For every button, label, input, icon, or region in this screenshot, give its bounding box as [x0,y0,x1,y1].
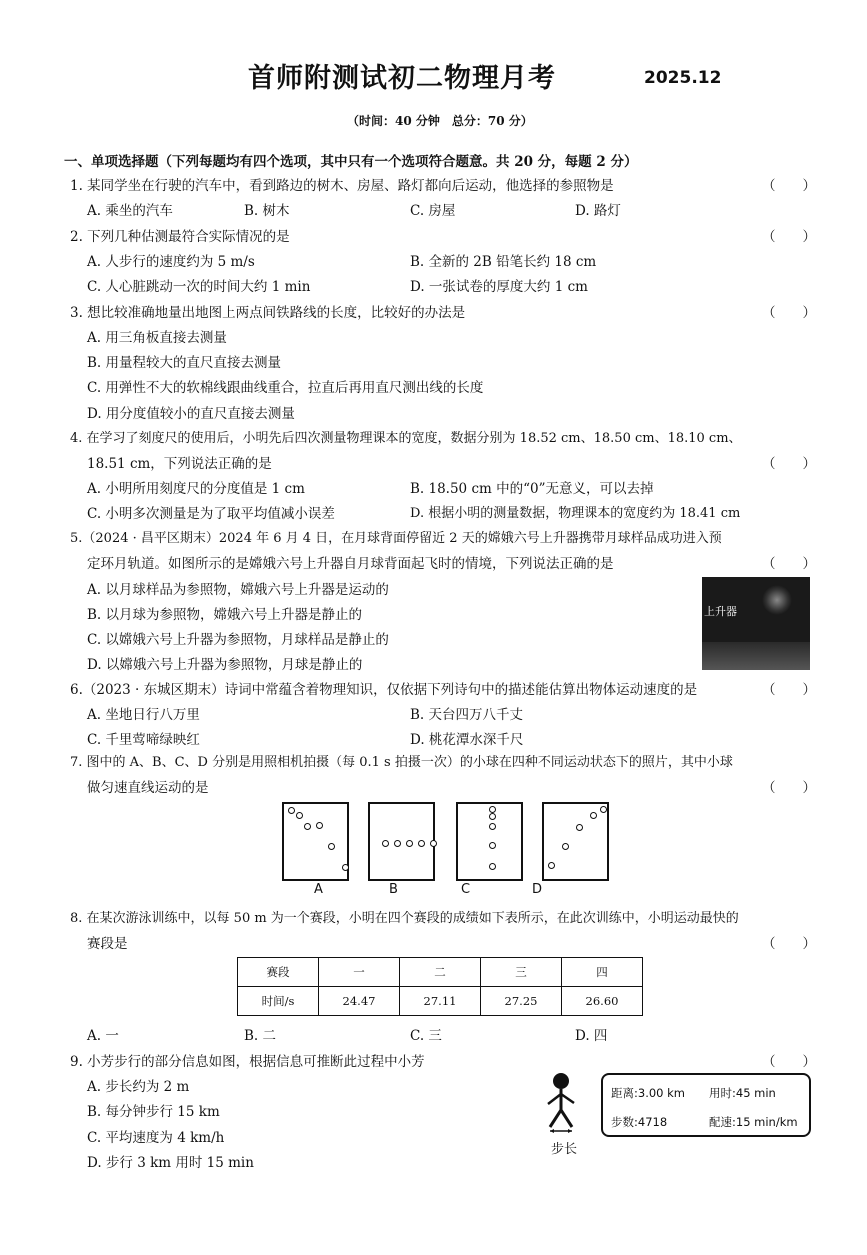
q9-option-b: B. 每分钟步行 15 km [87,1104,220,1120]
table-cell: 26.60 [562,987,643,1016]
q7-stem-line1: 7. 图中的 A、B、C、D 分别是用照相机拍摄（每 0.1 s 拍摄一次）的小球在四种不同运动状态下的照片，其中小球 [70,755,733,770]
ball-dot [316,822,323,829]
ball-dot [394,840,401,847]
table-cell: 赛段 [238,958,319,987]
q3-option-b: B. 用量程较大的直尺直接去测量 [87,355,282,371]
q9-answer-paren: （ ） [762,1054,816,1070]
q4-option-c: C. 小明多次测量是为了取平均值减小误差 [87,506,335,522]
ball-dot [548,862,555,869]
swim-times-table [237,957,643,1016]
walking-figure-icon [536,1072,586,1134]
q8-stem-line2: 赛段是 [87,936,128,952]
duration-readout: 用时:45 min [709,1086,776,1100]
q1-answer-paren: （ ） [762,178,816,194]
lunar-ground [702,642,810,670]
ball-dot [342,864,349,871]
q2-option-c: C. 人心脏跳动一次的时间大约 1 min [87,279,311,295]
q1-stem: 1. 某同学坐在行驶的汽车中，看到路边的树木、房屋、路灯都向后运动，他选择的参照物是 [70,178,614,194]
ascender-photo [702,577,810,670]
q3-option-a: A. 用三角板直接去测量 [87,330,227,346]
q9-option-a: A. 步长约为 2 m [87,1079,190,1095]
q5-option-c: C. 以嫦娥六号上升器为参照物，月球样品是静止的 [87,632,389,648]
ball-dot [489,863,496,870]
table-cell: 24.47 [319,987,400,1016]
frame-label-b: B [389,882,398,897]
q9-option-d: D. 步行 3 km 用时 15 min [87,1155,254,1171]
q7-answer-paren: （ ） [762,780,816,796]
q7-stem-line2: 做匀速直线运动的是 [87,780,209,796]
q4-option-d: D. 根据小明的测量数据，物理课本的宽度约为 18.41 cm [410,506,741,521]
q2-stem: 2. 下列几种估测最符合实际情况的是 [70,229,290,245]
q4-stem-line2: 18.51 cm，下列说法正确的是 [87,456,272,472]
q5-stem-line1: 5.（2024 · 昌平区期末）2024 年 6 月 4 日，在月球背面停留近 2 天的嫦娥六号上升器携带月球样品成功进入预 [70,531,722,546]
q1-option-c: C. 房屋 [410,203,456,219]
exam-date: 2025.12 [644,68,722,88]
ball-dot [590,812,597,819]
step-length-label: 步长 [551,1142,578,1157]
distance-readout: 距离:3.00 km [611,1086,685,1100]
table-cell: 一 [319,958,400,987]
q4-option-b: B. 18.50 cm 中的“0”无意义，可以去掉 [410,481,654,497]
ball-dot [600,806,607,813]
ball-dot [562,843,569,850]
q1-option-b: B. 树木 [244,203,290,219]
q9-stem: 9. 小芳步行的部分信息如图，根据信息可推断此过程中小芳 [70,1054,425,1070]
q8-stem-line1: 8. 在某次游泳训练中，以每 50 m 为一个赛段，小明在四个赛段的成绩如下表所示，在此次训练中，小明运动最快的 [70,911,739,926]
frame-label-d: D [532,882,543,897]
q6-option-b: B. 天台四万八千丈 [410,707,524,723]
ball-dot [489,823,496,830]
ball-dot [430,840,437,847]
q5-option-a: A. 以月球样品为参照物，嫦娥六号上升器是运动的 [87,582,389,598]
q6-answer-paren: （ ） [762,682,816,698]
q8-option-b: B. 二 [244,1028,277,1044]
table-cell: 二 [400,958,481,987]
frame-a [282,802,349,881]
q2-option-b: B. 全新的 2B 铅笔长约 18 cm [410,254,597,270]
table-row [238,987,643,1016]
q6-stem: 6.（2023 · 东城区期末）诗词中常蕴含着物理知识，仅依据下列诗句中的描述能估算出物体运动速度的是 [70,682,698,698]
table-cell: 四 [562,958,643,987]
q5-option-b: B. 以月球为参照物，嫦娥六号上升器是静止的 [87,607,363,623]
ball-dot [489,842,496,849]
q3-stem: 3. 想比较准确地量出地图上两点间铁路线的长度，比较好的办法是 [70,305,466,321]
q6-option-c: C. 千里莺啼绿映红 [87,732,200,748]
q4-stem-line1: 4. 在学习了刻度尺的使用后，小明先后四次测量物理课本的宽度，数据分别为 18.52 cm、18.50 cm、18.10 cm、 [70,431,742,446]
q8-option-d: D. 四 [575,1028,608,1044]
q6-option-d: D. 桃花潭水深千尺 [410,732,524,748]
ball-dot [576,824,583,831]
ball-dot [328,843,335,850]
frame-d [542,802,609,881]
table-cell: 时间/s [238,987,319,1016]
steps-readout: 步数:4718 [611,1115,668,1129]
ball-dot [406,840,413,847]
ball-dot [304,823,311,830]
ball-dot [382,840,389,847]
q3-answer-paren: （ ） [762,305,816,321]
ball-dot [489,813,496,820]
q4-answer-paren: （ ） [762,456,816,472]
q5-option-d: D. 以嫦娥六号上升器为参照物，月球是静止的 [87,657,363,673]
q8-option-c: C. 三 [410,1028,442,1044]
ball-dot [418,840,425,847]
ball-dot [489,806,496,813]
q2-answer-paren: （ ） [762,229,816,245]
walking-info-panel [601,1073,811,1137]
pace-readout: 配速:15 min/km [709,1115,798,1129]
table-cell: 27.25 [481,987,562,1016]
table-cell: 27.11 [400,987,481,1016]
frame-label-a: A [314,882,323,897]
page-title: 首师附测试初二物理月考 [248,63,556,94]
frame-b [368,802,435,881]
q1-option-a: A. 乘坐的汽车 [87,203,173,219]
photo-label: 上升器 [704,605,737,618]
q3-option-d: D. 用分度值较小的直尺直接去测量 [87,406,295,422]
q1-option-d: D. 路灯 [575,203,621,219]
q6-option-a: A. 坐地日行八万里 [87,707,200,723]
frame-label-c: C [461,882,471,897]
exam-subtitle: （时间：40 分钟 总分：70 分） [347,114,533,128]
ascender-glow [762,585,792,615]
q5-stem-line2: 定环月轨道。如图所示的是嫦娥六号上升器自月球背面起飞时的情境，下列说法正确的是 [87,556,614,572]
section-heading: 一、单项选择题（下列每题均有四个选项，其中只有一个选项符合题意。共 20 分，每题 2 分） [64,154,638,170]
q8-option-a: A. 一 [87,1028,119,1044]
q9-option-c: C. 平均速度为 4 km/h [87,1130,225,1146]
frame-c [456,802,523,881]
table-row [238,958,643,987]
q5-answer-paren: （ ） [762,556,816,572]
q4-option-a: A. 小明所用刻度尺的分度值是 1 cm [87,481,305,497]
ball-dot [296,812,303,819]
table-cell: 三 [481,958,562,987]
q2-option-d: D. 一张试卷的厚度大约 1 cm [410,279,588,295]
q3-option-c: C. 用弹性不大的软棉线跟曲线重合，拉直后再用直尺测出线的长度 [87,380,484,396]
q2-option-a: A. 人步行的速度约为 5 m/s [87,254,255,270]
ball-dot [288,807,295,814]
q8-answer-paren: （ ） [762,936,816,952]
